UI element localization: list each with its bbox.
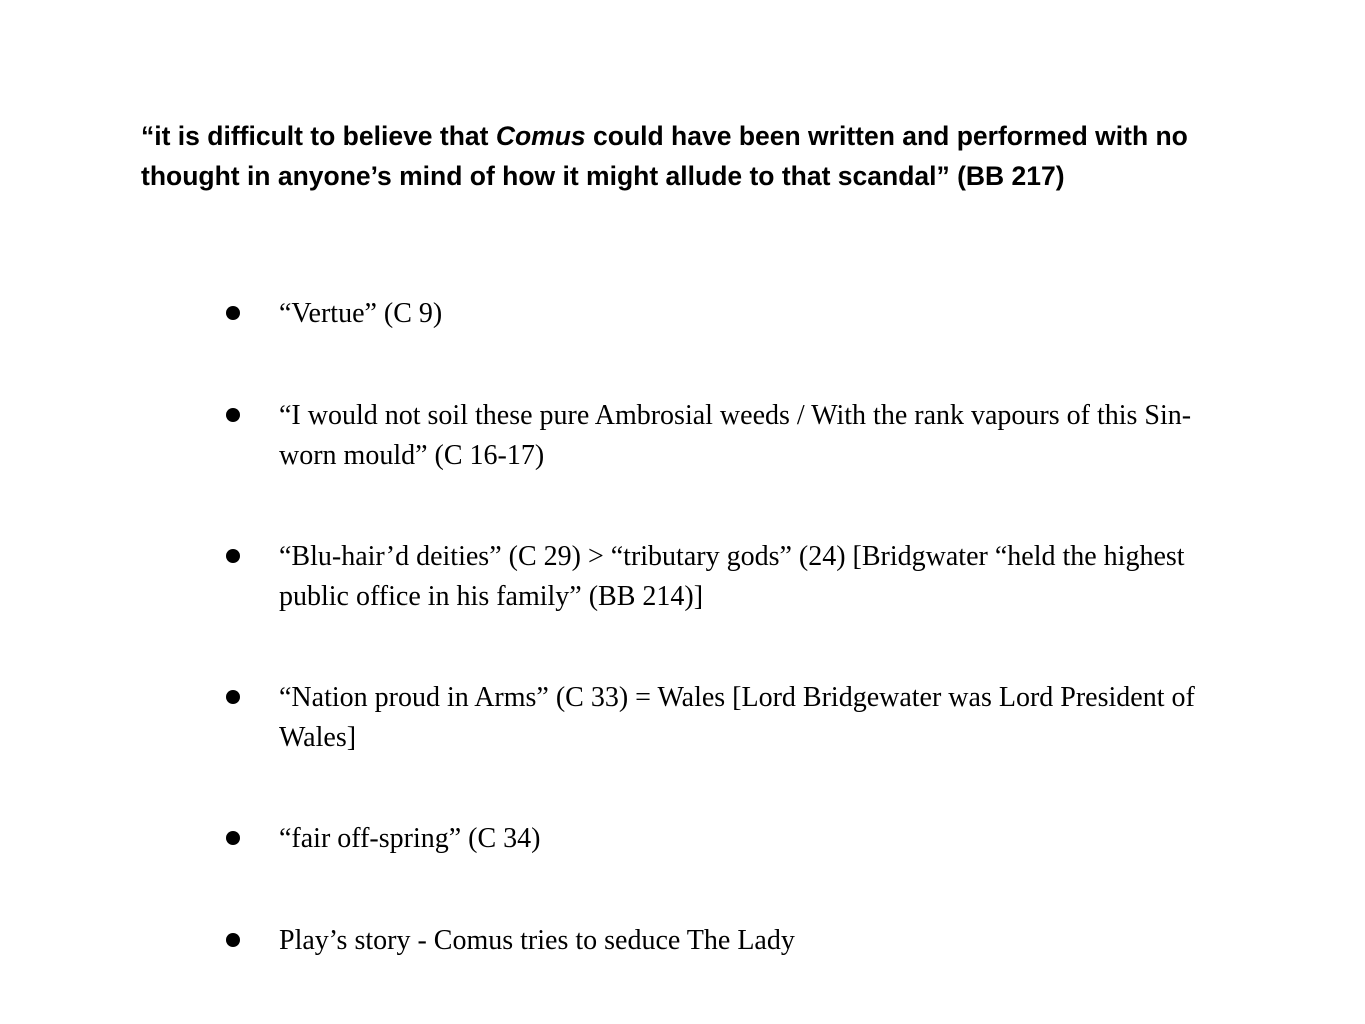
quote-heading <box>141 116 1221 196</box>
quote-emphasis: Comus <box>495 121 586 151</box>
bullet-text: “Blu-hair’d deities” (C 29) > “tributary gods” (24) [Bridgwater “held the highest public office in his family” (BB 214)] <box>279 541 1185 612</box>
bullet-text: “fair off-spring” (C 34) <box>279 823 541 854</box>
bullet-dot-icon <box>226 831 240 845</box>
bullet-item <box>226 921 1216 961</box>
bullet-item <box>226 678 1216 758</box>
bullet-item <box>226 396 1216 476</box>
bullet-item <box>226 537 1216 617</box>
bullet-dot-icon <box>226 408 240 422</box>
bullet-item <box>226 294 1216 334</box>
bullet-item <box>226 819 1216 859</box>
bullet-text: “I would not soil these pure Ambrosial weeds / With the rank vapours of this Sin-worn mould” (C 16-17) <box>279 400 1192 471</box>
bullet-text: “Vertue” (C 9) <box>279 298 443 329</box>
quote-part-1: “it is difficult to believe that <box>141 121 496 151</box>
bullet-dot-icon <box>226 690 240 704</box>
bullet-text: “Nation proud in Arms” (C 33) = Wales [Lord Bridgewater was Lord President of Wales] <box>279 682 1195 753</box>
bullet-text: Play’s story - Comus tries to seduce The Lady <box>279 925 795 956</box>
bullet-dot-icon <box>226 549 240 563</box>
bullet-dot-icon <box>226 306 240 320</box>
bullet-dot-icon <box>226 933 240 947</box>
quote-part-2: could have been written and performed with no thought in anyone’s mind of how it might allude to that scandal” (BB 217) <box>141 121 1188 191</box>
